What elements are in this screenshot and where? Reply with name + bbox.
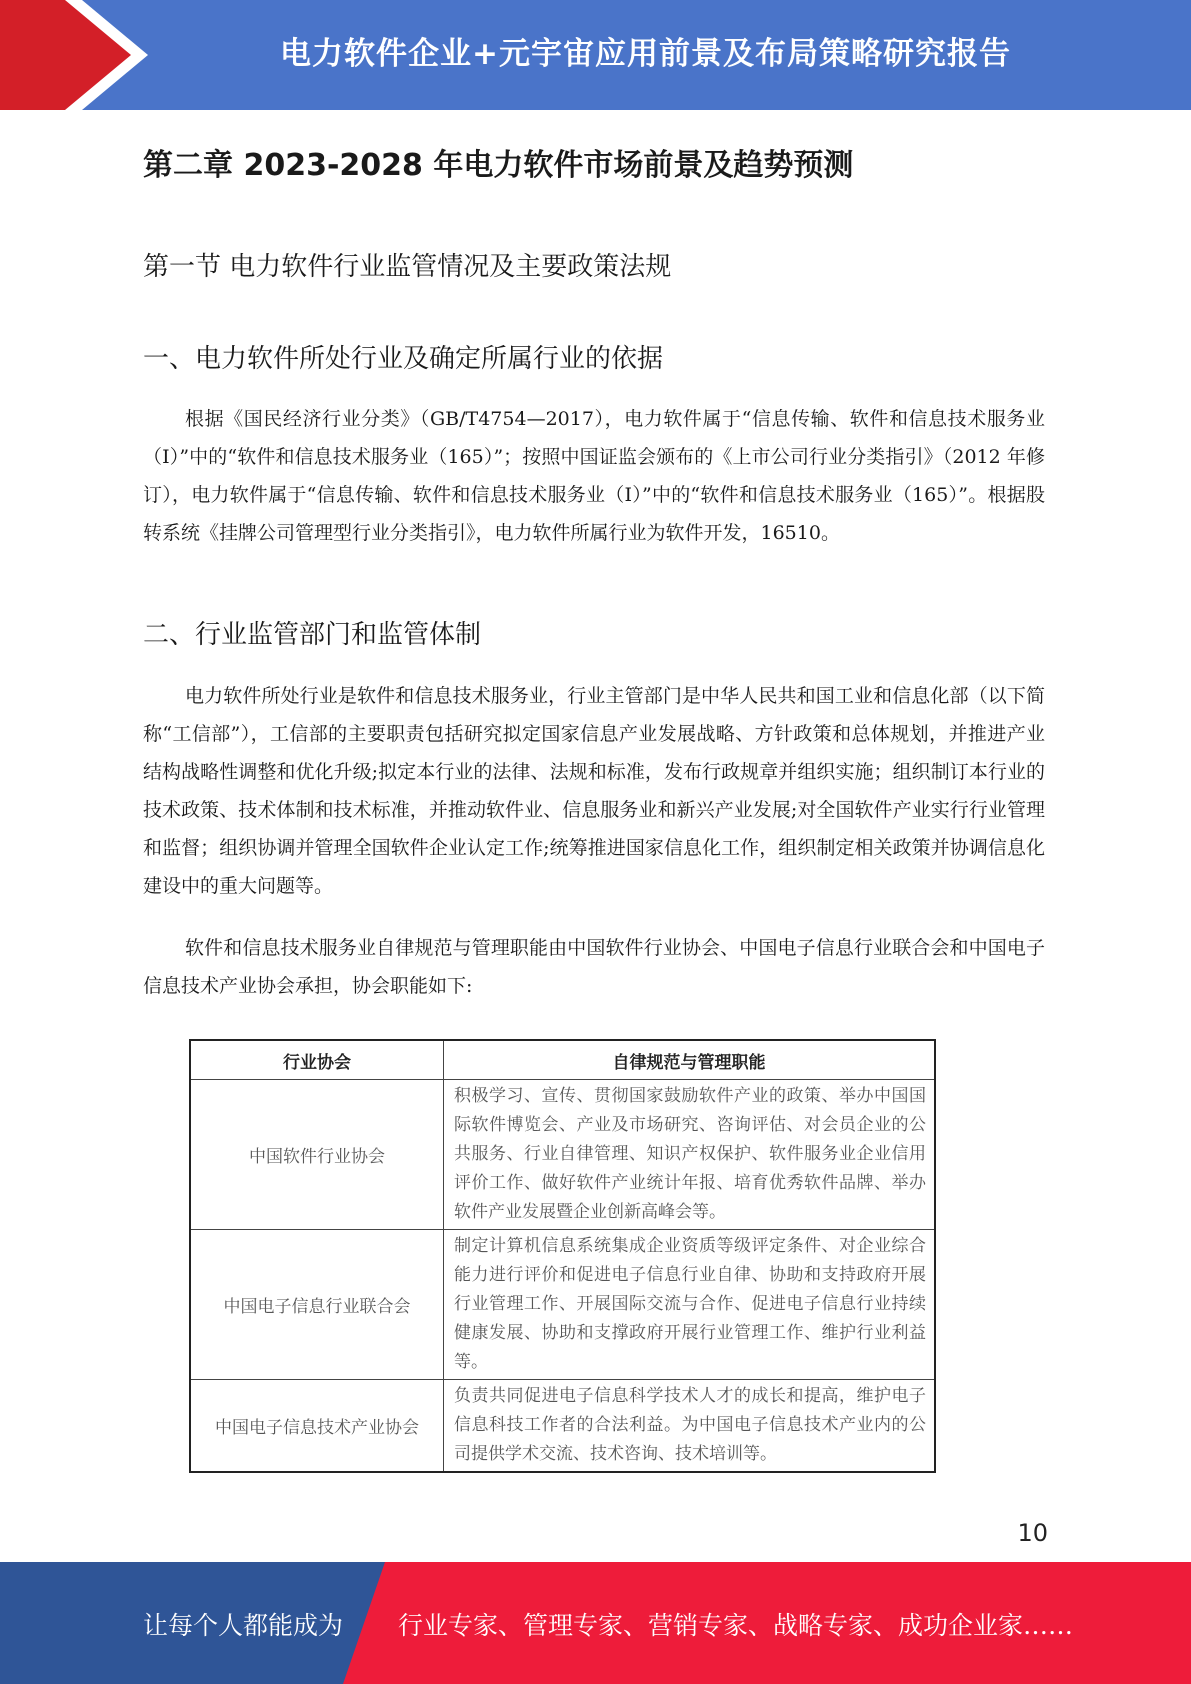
report-title: 电力软件企业+元宇宙应用前景及布局策略研究报告	[280, 36, 1011, 72]
footer-slogan-right: 行业专家、管理专家、营销专家、战略专家、成功企业家……	[398, 1611, 1074, 1640]
association-name: 中国电子信息技术产业协会	[190, 1380, 444, 1473]
association-name: 中国软件行业协会	[190, 1080, 444, 1230]
table-row	[190, 1080, 935, 1230]
chapter-title: 第二章 2023-2028 年电力软件市场前景及趋势预测	[143, 148, 854, 183]
table-row	[190, 1230, 935, 1380]
footer-slogan-left: 让每个人都能成为	[143, 1611, 344, 1640]
paragraph-regulator: 电力软件所处行业是软件和信息技术服务业，行业主管部门是中华人民共和国工业和信息化部（以下简称“工信部”），工信部的主要职责包括研究拟定国家信息产业发展战略、方针政策和总体规划，并推进产业结构战略性调整和优化升级;拟定本行业的法律、法规和标准，发布行政规章并组织实施；组织制订本行业的技术政策、技术体制和技术标准，并推动软件业、信息服务业和新兴产业发展;对全国软件产业实行行业管理和监督；组织协调并管理全国软件企业认定工作;统筹推进国家信息化工作，组织制定相关政策并协调信息化建设中的重大问题等。	[143, 685, 1045, 897]
column-header-association: 行业协会	[190, 1040, 444, 1080]
page-number: 10	[1017, 1519, 1048, 1547]
page-header	[0, 0, 1191, 110]
subsection-heading-1: 一、电力软件所处行业及确定所属行业的依据	[143, 344, 664, 374]
section-title: 第一节 电力软件行业监管情况及主要政策法规	[143, 252, 672, 282]
subsection-heading-2: 二、行业监管部门和监管体制	[143, 620, 482, 650]
association-duty: 负责共同促进电子信息科学技术人才的成长和提高，维护电子信息科技工作者的合法利益。为中国电子信息技术产业内的公司提供学术交流、技术咨询、技术培训等。	[444, 1380, 936, 1473]
association-name: 中国电子信息行业联合会	[190, 1230, 444, 1380]
association-duty: 制定计算机信息系统集成企业资质等级评定条件、对企业综合能力进行评价和促进电子信息行业自律、协助和支持政府开展行业管理工作、开展国际交流与合作、促进电子信息行业持续健康发展、协助和支撑政府开展行业管理工作、维护行业利益等。	[444, 1230, 936, 1380]
table-row	[190, 1380, 935, 1473]
association-duty: 积极学习、宣传、贯彻国家鼓励软件产业的政策、举办中国国际软件博览会、产业及市场研究、咨询评估、对会员企业的公共服务、行业自律管理、知识产权保护、软件服务业企业信用评价工作、做好软件产业统计年报、培育优秀软件品牌、举办软件产业发展暨企业创新高峰会等。	[444, 1080, 936, 1230]
column-header-duties: 自律规范与管理职能	[444, 1040, 936, 1080]
paragraph-associations: 软件和信息技术服务业自律规范与管理职能由中国软件行业协会、中国电子信息行业联合会和中国电子信息技术产业协会承担，协会职能如下:	[143, 937, 1045, 997]
page-footer	[0, 1562, 1191, 1684]
table-header-row	[190, 1040, 935, 1080]
paragraph-industry-classification: 根据《国民经济行业分类》（GB/T4754—2017），电力软件属于“信息传输、软件和信息技术服务业（I）”中的“软件和信息技术服务业（165）”；按照中国证监会颁布的《上市公司行业分类指引》（2012 年修订），电力软件属于“信息传输、软件和信息技术服务业（I）”中的“软件和信息技术服务业（165）”。根据股转系统《挂牌公司管理型行业分类指引》，电力软件所属行业为软件开发，16510。	[143, 408, 1045, 544]
association-table	[189, 1039, 936, 1473]
